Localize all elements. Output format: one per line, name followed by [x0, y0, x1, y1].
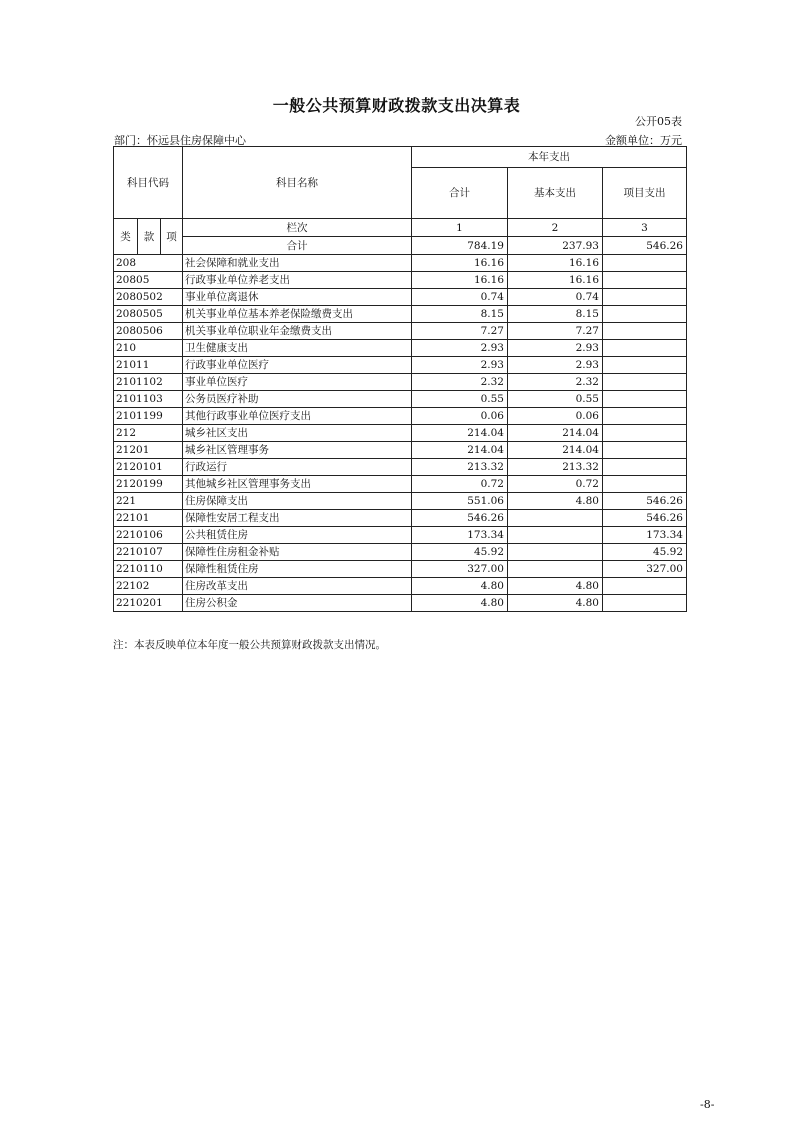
cell-code: 2080502: [114, 289, 183, 306]
cell-code: 2120199: [114, 476, 183, 493]
total-row-basic: 237.93: [508, 237, 603, 255]
cell-name: 住房保障支出: [183, 493, 412, 510]
amount-unit-label: 金额单位：万元: [605, 134, 682, 147]
cell-basic: 16.16: [508, 272, 603, 289]
cell-basic: 214.04: [508, 442, 603, 459]
cell-name: 住房公积金: [183, 595, 412, 612]
cell-name: 公共租赁住房: [183, 527, 412, 544]
cell-name: 其他行政事业单位医疗支出: [183, 408, 412, 425]
page-number: -8-: [700, 1098, 715, 1111]
header-year-expense: 本年支出: [412, 147, 687, 168]
cell-basic: 0.55: [508, 391, 603, 408]
table-row: [114, 340, 687, 357]
cell-code: 2080505: [114, 306, 183, 323]
cell-basic: 2.32: [508, 374, 603, 391]
cell-code: 20805: [114, 272, 183, 289]
header-col2: 2: [508, 219, 603, 237]
cell-project: 546.26: [603, 493, 687, 510]
table-row: [114, 442, 687, 459]
cell-project: [603, 340, 687, 357]
table-row: [114, 357, 687, 374]
department-label: 部门：怀远县住房保障中心: [114, 134, 246, 147]
cell-code: 2210201: [114, 595, 183, 612]
table-row: [114, 408, 687, 425]
cell-total: 0.06: [412, 408, 508, 425]
table-header: [114, 147, 687, 255]
header-basic: 基本支出: [508, 168, 603, 219]
cell-project: [603, 442, 687, 459]
table-row: [114, 459, 687, 476]
cell-code: 2120101: [114, 459, 183, 476]
cell-total: 7.27: [412, 323, 508, 340]
table-row: [114, 391, 687, 408]
cell-basic: 7.27: [508, 323, 603, 340]
cell-project: [603, 425, 687, 442]
table-row: [114, 306, 687, 323]
cell-total: 2.93: [412, 340, 508, 357]
table-row: [114, 578, 687, 595]
total-row-project: 546.26: [603, 237, 687, 255]
cell-basic: 4.80: [508, 493, 603, 510]
cell-total: 2.93: [412, 357, 508, 374]
cell-total: 173.34: [412, 527, 508, 544]
table-row: [114, 595, 687, 612]
cell-project: 173.34: [603, 527, 687, 544]
cell-project: [603, 459, 687, 476]
cell-code: 212: [114, 425, 183, 442]
cell-basic: 0.74: [508, 289, 603, 306]
cell-name: 保障性住房租金补贴: [183, 544, 412, 561]
cell-code: 210: [114, 340, 183, 357]
cell-basic: [508, 544, 603, 561]
cell-name: 社会保障和就业支出: [183, 255, 412, 272]
header-column-no: 栏次: [183, 219, 412, 237]
cell-name: 保障性租赁住房: [183, 561, 412, 578]
cell-code: 221: [114, 493, 183, 510]
table-row: [114, 510, 687, 527]
cell-basic: [508, 561, 603, 578]
page-title: 一般公共预算财政拨款支出决算表: [272, 96, 521, 115]
cell-basic: [508, 527, 603, 544]
cell-code: 208: [114, 255, 183, 272]
cell-name: 保障性安居工程支出: [183, 510, 412, 527]
cell-basic: 2.93: [508, 357, 603, 374]
cell-total: 546.26: [412, 510, 508, 527]
cell-name: 卫生健康支出: [183, 340, 412, 357]
cell-basic: 16.16: [508, 255, 603, 272]
cell-name: 住房改革支出: [183, 578, 412, 595]
cell-code: 2101103: [114, 391, 183, 408]
cell-name: 事业单位离退休: [183, 289, 412, 306]
table-row: [114, 425, 687, 442]
table-row: [114, 527, 687, 544]
cell-code: 22101: [114, 510, 183, 527]
header-col3: 3: [603, 219, 687, 237]
cell-name: 公务员医疗补助: [183, 391, 412, 408]
header-col1: 1: [412, 219, 508, 237]
cell-project: [603, 595, 687, 612]
cell-basic: 8.15: [508, 306, 603, 323]
cell-name: 事业单位医疗: [183, 374, 412, 391]
header-subject-code: 科目代码: [114, 147, 183, 219]
cell-basic: 0.06: [508, 408, 603, 425]
cell-project: [603, 357, 687, 374]
cell-project: [603, 391, 687, 408]
header-kuan: 款: [138, 219, 161, 255]
cell-project: [603, 306, 687, 323]
cell-project: [603, 476, 687, 493]
cell-project: 327.00: [603, 561, 687, 578]
cell-basic: [508, 510, 603, 527]
cell-project: [603, 289, 687, 306]
cell-total: 0.55: [412, 391, 508, 408]
cell-total: 4.80: [412, 578, 508, 595]
cell-basic: 4.80: [508, 578, 603, 595]
cell-basic: 2.93: [508, 340, 603, 357]
cell-code: 2101199: [114, 408, 183, 425]
cell-total: 16.16: [412, 255, 508, 272]
cell-name: 其他城乡社区管理事务支出: [183, 476, 412, 493]
cell-total: 551.06: [412, 493, 508, 510]
cell-code: 2080506: [114, 323, 183, 340]
cell-total: 2.32: [412, 374, 508, 391]
cell-name: 行政事业单位养老支出: [183, 272, 412, 289]
header-xiang: 项: [161, 219, 183, 255]
cell-total: 214.04: [412, 425, 508, 442]
cell-project: [603, 272, 687, 289]
cell-basic: 4.80: [508, 595, 603, 612]
expense-table: [113, 146, 687, 612]
total-row-label: 合计: [183, 237, 412, 255]
cell-total: 4.80: [412, 595, 508, 612]
cell-code: 21011: [114, 357, 183, 374]
cell-total: 45.92: [412, 544, 508, 561]
cell-name: 城乡社区支出: [183, 425, 412, 442]
cell-code: 2210106: [114, 527, 183, 544]
table-row: [114, 476, 687, 493]
cell-basic: 0.72: [508, 476, 603, 493]
cell-total: 0.74: [412, 289, 508, 306]
cell-total: 8.15: [412, 306, 508, 323]
cell-code: 22102: [114, 578, 183, 595]
cell-basic: 214.04: [508, 425, 603, 442]
cell-code: 2210107: [114, 544, 183, 561]
cell-name: 行政运行: [183, 459, 412, 476]
cell-project: 45.92: [603, 544, 687, 561]
cell-total: 327.00: [412, 561, 508, 578]
cell-code: 2210110: [114, 561, 183, 578]
table-row: [114, 561, 687, 578]
table-row: [114, 493, 687, 510]
cell-name: 城乡社区管理事务: [183, 442, 412, 459]
table-row: [114, 255, 687, 272]
cell-total: 16.16: [412, 272, 508, 289]
cell-total: 0.72: [412, 476, 508, 493]
cell-project: 546.26: [603, 510, 687, 527]
table-row: [114, 544, 687, 561]
table-row: [114, 323, 687, 340]
cell-code: 21201: [114, 442, 183, 459]
table-row: [114, 374, 687, 391]
header-subject-name: 科目名称: [183, 147, 412, 219]
cell-project: [603, 323, 687, 340]
cell-basic: 213.32: [508, 459, 603, 476]
form-code: 公开05表: [635, 115, 682, 128]
cell-name: 机关事业单位职业年金缴费支出: [183, 323, 412, 340]
table-note: 注：本表反映单位本年度一般公共预算财政拨款支出情况。: [113, 639, 386, 651]
header-total: 合计: [412, 168, 508, 219]
cell-name: 机关事业单位基本养老保险缴费支出: [183, 306, 412, 323]
cell-total: 214.04: [412, 442, 508, 459]
header-project: 项目支出: [603, 168, 687, 219]
cell-project: [603, 578, 687, 595]
cell-project: [603, 255, 687, 272]
table-row: [114, 272, 687, 289]
header-lei: 类: [114, 219, 138, 255]
table-body: [114, 255, 687, 612]
cell-total: 213.32: [412, 459, 508, 476]
total-row-total: 784.19: [412, 237, 508, 255]
cell-name: 行政事业单位医疗: [183, 357, 412, 374]
cell-project: [603, 374, 687, 391]
cell-code: 2101102: [114, 374, 183, 391]
cell-project: [603, 408, 687, 425]
table-row: [114, 289, 687, 306]
